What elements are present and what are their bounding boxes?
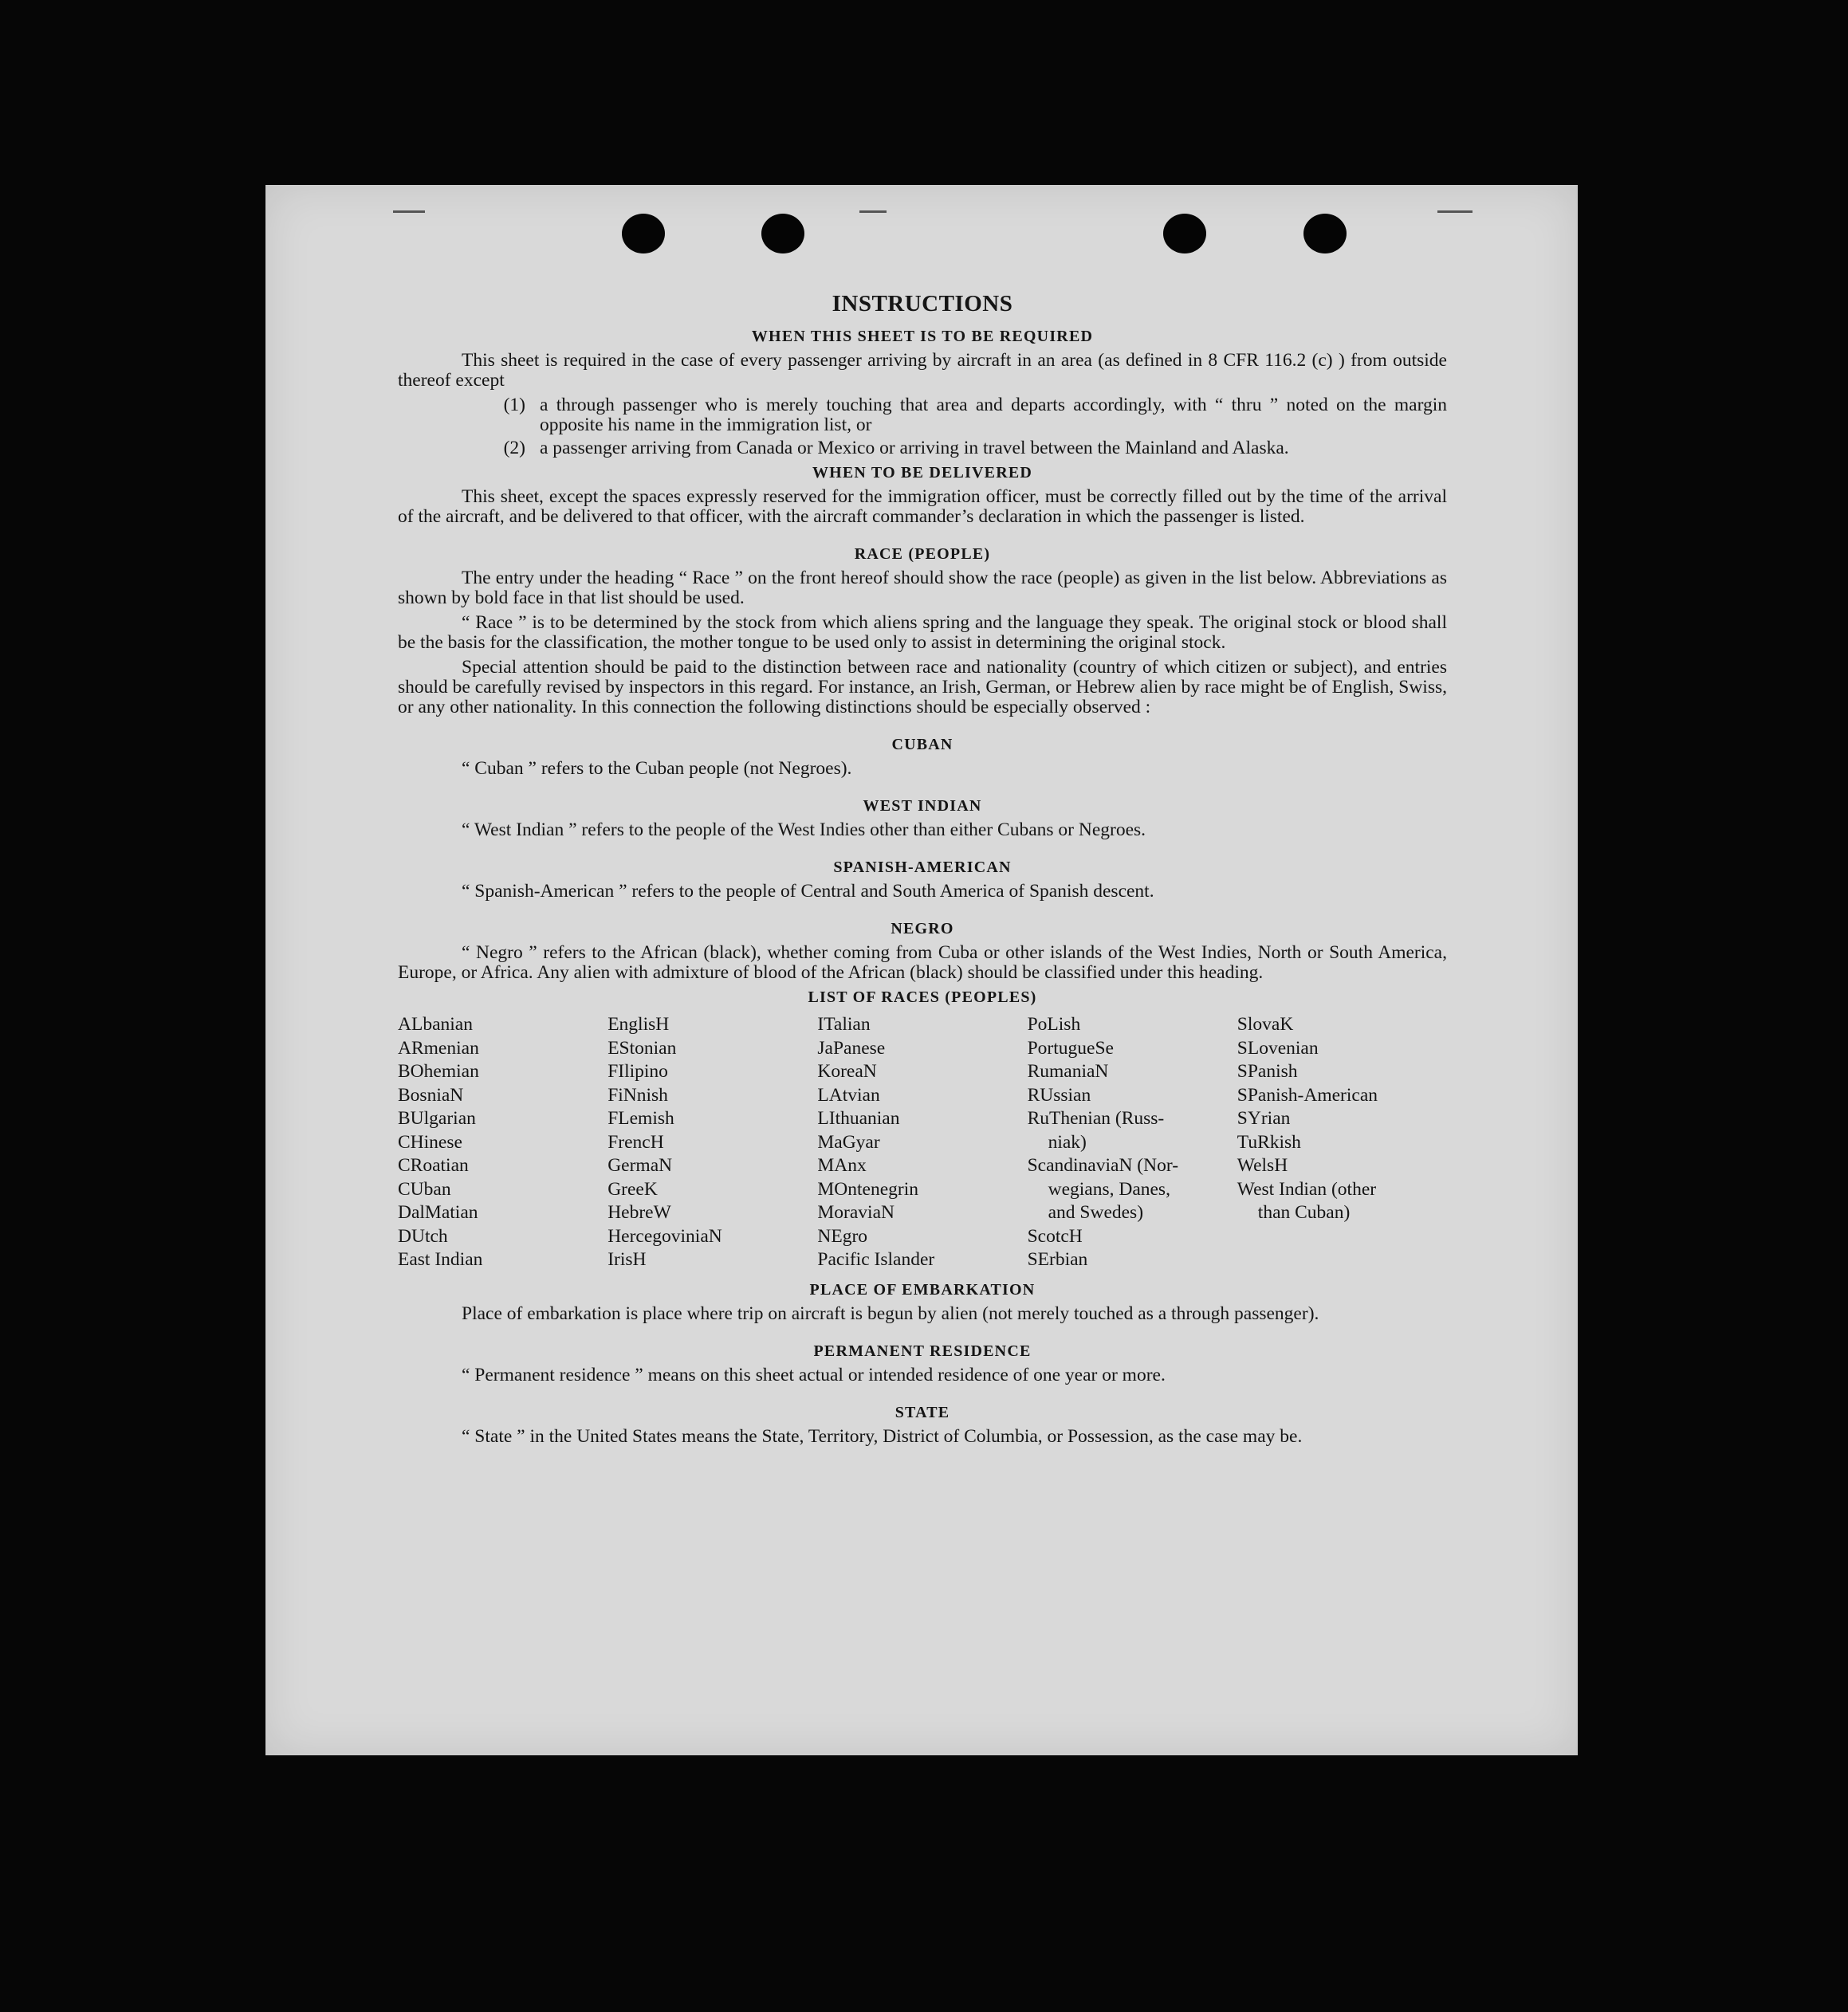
section-heading-negro: NEGRO xyxy=(891,920,954,937)
race-column xyxy=(817,1013,1027,1272)
race-entry: MoraviaN xyxy=(817,1202,895,1223)
race-entry: ARmenian xyxy=(398,1037,479,1059)
race-entry: GermaN xyxy=(607,1155,673,1176)
race-entry: RuThenian (Russ- xyxy=(1027,1108,1165,1129)
race-entry: niak) xyxy=(1048,1131,1087,1153)
race-entry: West Indian (other xyxy=(1237,1178,1377,1200)
race-entry: MAnx xyxy=(817,1155,867,1176)
race-entry: FiNnish xyxy=(607,1084,668,1106)
race-entry: SYrian xyxy=(1237,1108,1291,1129)
section-heading-spanish-american: SPANISH-AMERICAN xyxy=(833,859,1012,876)
section-heading-embarkation: PLACE OF EMBARKATION xyxy=(809,1280,1036,1299)
cuban-text: “ Cuban ” refers to the Cuban people (not Negroes). xyxy=(462,758,852,779)
punch-hole xyxy=(761,214,804,253)
exception-number: (2) xyxy=(503,438,525,458)
section-heading-cuban: CUBAN xyxy=(891,736,953,753)
page-title: INSTRUCTIONS xyxy=(832,291,1013,316)
race-entry: BosniaN xyxy=(398,1084,464,1106)
punch-hole xyxy=(622,214,665,253)
race-entry: CHinese xyxy=(398,1131,462,1153)
exception-item xyxy=(398,395,1447,435)
race-entry: FIlipino xyxy=(607,1061,668,1082)
race-entry: PoLish xyxy=(1027,1014,1081,1035)
race-entry: SErbian xyxy=(1027,1249,1088,1270)
negro-text: “ Negro ” refers to the African (black), whether coming from Cuba or other islands of the West Indies, North or South America, Europe, or Africa. Any alien with admixture of blood of the African (black) should be classified under this heading. xyxy=(398,942,1447,983)
race-entry: DUtch xyxy=(398,1225,448,1247)
race-entry: EnglisH xyxy=(607,1014,670,1035)
punch-mark xyxy=(859,210,887,213)
exception-text: a through passenger who is merely touching that area and departs accordingly, with “ thru ” noted on the margin opposite his name in the immigration list, or xyxy=(540,395,1447,435)
exception-number: (1) xyxy=(503,395,525,415)
instructions-content xyxy=(398,290,1447,1452)
embarkation-text: Place of embarkation is place where trip on aircraft is begun by alien (not merely touched as a through passenger). xyxy=(462,1303,1319,1324)
race-entry: HebreW xyxy=(607,1202,671,1223)
race-entry: East Indian xyxy=(398,1249,483,1270)
race-entry: IrisH xyxy=(607,1249,647,1270)
race-entry: CRoatian xyxy=(398,1155,469,1176)
race-paragraph-1: The entry under the heading “ Race ” on the front hereof should show the race (people) as given in the list below. Abbreviations as shown by bold face in that list should be used. xyxy=(398,568,1447,608)
race-entry: FrencH xyxy=(607,1131,664,1153)
race-entry: MOntenegrin xyxy=(817,1178,919,1200)
race-entry: DalMatian xyxy=(398,1202,478,1223)
exception-text: a passenger arriving from Canada or Mexico or arriving in travel between the Mainland and Alaska. xyxy=(540,438,1289,458)
race-entry: BOhemian xyxy=(398,1061,479,1082)
race-column xyxy=(398,1013,607,1272)
delivered-text: This sheet, except the spaces expressly reserved for the immigration officer, must be correctly filled out by the time of the arrival of the aircraft, and be delivered to that officer, with the aircraft commander’s declaration in which the passenger is listed. xyxy=(398,486,1447,527)
document-sheet xyxy=(265,185,1578,1755)
race-entry: SLovenian xyxy=(1237,1037,1319,1059)
race-entry: NEgro xyxy=(817,1225,868,1247)
race-paragraph-2: “ Race ” is to be determined by the stock from which aliens spring and the language they speak. The original stock or blood shall be the basis for the classification, the mother tongue to be used only to assist in determining the original stock. xyxy=(398,612,1447,653)
race-entry: EStonian xyxy=(607,1037,677,1059)
section-heading-required: WHEN THIS SHEET IS TO BE REQUIRED xyxy=(751,328,1094,345)
required-intro: This sheet is required in the case of every passenger arriving by aircraft in an area (as defined in 8 CFR 116.2 (c) ) from outside thereof except xyxy=(398,350,1447,391)
punch-mark xyxy=(393,210,425,213)
race-entry: ALbanian xyxy=(398,1014,473,1035)
punch-mark xyxy=(1437,210,1473,213)
race-entry: PortugueSe xyxy=(1027,1037,1114,1059)
race-entry: ITalian xyxy=(817,1014,871,1035)
race-entry: LAtvian xyxy=(817,1084,880,1106)
race-entry: FLemish xyxy=(607,1108,674,1129)
race-entry: JaPanese xyxy=(817,1037,886,1059)
race-entry: LIthuanian xyxy=(817,1108,900,1129)
race-entry: WelsH xyxy=(1237,1155,1288,1176)
punch-hole xyxy=(1163,214,1206,253)
residence-text: “ Permanent residence ” means on this sheet actual or intended residence of one year or more. xyxy=(462,1364,1166,1385)
race-entry: SPanish xyxy=(1237,1061,1298,1082)
race-column xyxy=(607,1013,817,1272)
race-entry: TuRkish xyxy=(1237,1131,1301,1153)
race-entry: ScandinaviaN (Nor- xyxy=(1027,1155,1179,1176)
race-list xyxy=(398,1013,1447,1272)
section-heading-list-of-races: LIST OF RACES (PEOPLES) xyxy=(808,988,1037,1006)
west-indian-text: “ West Indian ” refers to the people of the West Indies other than either Cubans or Negroes. xyxy=(462,819,1146,840)
race-entry: BUlgarian xyxy=(398,1108,476,1129)
race-paragraph-3: Special attention should be paid to the distinction between race and nationality (country of which citizen or subject), and entries should be carefully revised by inspectors in this regard. For instance, an Irish, German, or Hebrew alien by race might be of English, Swiss, or any other nationality. In this connection the following distinctions should be especially observed : xyxy=(398,657,1447,717)
race-entry: and Swedes) xyxy=(1048,1202,1144,1223)
race-column xyxy=(1237,1013,1447,1272)
section-heading-west-indian: WEST INDIAN xyxy=(863,797,982,815)
race-entry: GreeK xyxy=(607,1178,658,1200)
race-entry: RumaniaN xyxy=(1027,1061,1109,1082)
race-entry: Pacific Islander xyxy=(817,1249,935,1270)
section-heading-race: RACE (PEOPLE) xyxy=(854,545,991,563)
section-heading-residence: PERMANENT RESIDENCE xyxy=(813,1342,1032,1360)
race-entry: MaGyar xyxy=(817,1131,880,1153)
race-entry: SlovaK xyxy=(1237,1014,1294,1035)
race-entry: SPanish-American xyxy=(1237,1084,1378,1106)
section-heading-delivered: WHEN TO BE DELIVERED xyxy=(812,464,1033,481)
race-entry: wegians, Danes, xyxy=(1048,1178,1170,1200)
state-text: “ State ” in the United States means the State, Territory, District of Columbia, or Possession, as the case may be. xyxy=(462,1425,1303,1447)
race-entry: than Cuban) xyxy=(1257,1202,1351,1223)
race-entry: ScotcH xyxy=(1027,1225,1083,1247)
race-entry: CUban xyxy=(398,1178,451,1200)
exception-item xyxy=(398,438,1447,458)
race-entry: KoreaN xyxy=(817,1061,877,1082)
race-column xyxy=(1028,1013,1237,1272)
race-entry: HercegoviniaN xyxy=(607,1225,722,1247)
race-entry: RUssian xyxy=(1027,1084,1091,1106)
spanish-american-text: “ Spanish-American ” refers to the people of Central and South America of Spanish descent. xyxy=(462,881,1154,902)
section-heading-state: STATE xyxy=(895,1403,950,1421)
punch-hole xyxy=(1303,214,1347,253)
